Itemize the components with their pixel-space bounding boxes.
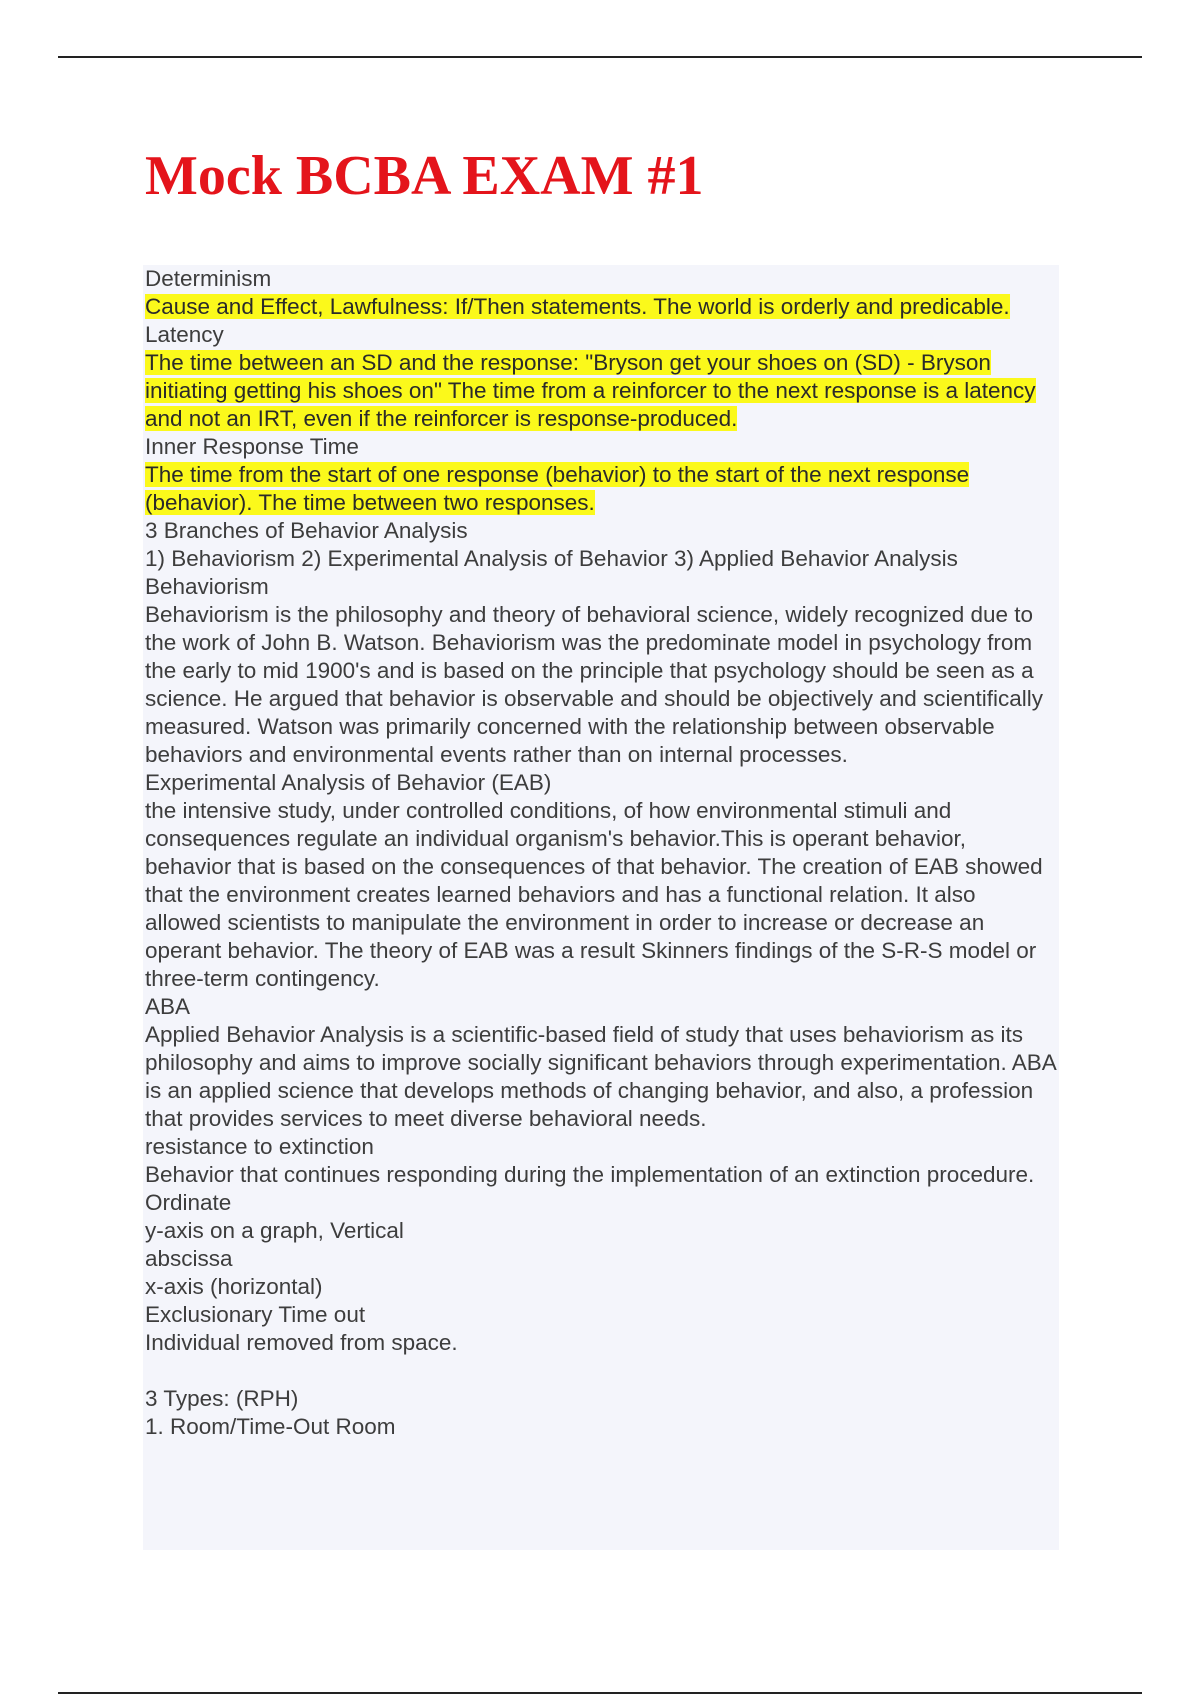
definition: the intensive study, under controlled conditions, of how environmental stimuli and consequences regulate an individual organism's behavior.This is operant behavior, behavior that is based on the consequences of that behavior. The creation of EAB showed that the environment creates learned behaviors and has a functional relation. It also allowed scientists to manipulate the environment in order to increase or decrease an operant behavior. The theory of EAB was a result Skinners findings of the S-R-S model or three-term contingency.	[145, 798, 1043, 991]
blank-line	[145, 1357, 1057, 1385]
definition: y-axis on a graph, Vertical	[145, 1218, 404, 1243]
term: ABA	[145, 994, 191, 1019]
definition: Behavior that continues responding during the implementation of an extinction procedure.	[145, 1162, 1035, 1187]
entry-latency	[145, 321, 1057, 433]
flashcard-content	[143, 265, 1059, 1550]
entry-exclusionary-time-out	[145, 1301, 1057, 1441]
term: Inner Response Time	[145, 434, 359, 459]
definition-line: Individual removed from space.	[145, 1330, 458, 1355]
entry-resistance-to-extinction	[145, 1133, 1057, 1189]
highlighted-definition-text: Cause and Effect, Lawfulness: If/Then statements. The world is orderly and predicable.	[145, 294, 1010, 319]
definition	[145, 349, 1057, 433]
entry-aba	[145, 993, 1057, 1133]
entry-ordinate	[145, 1189, 1057, 1245]
definition: x-axis (horizontal)	[145, 1274, 323, 1299]
term: resistance to extinction	[145, 1134, 374, 1159]
entry-3-branches	[145, 517, 1057, 573]
definition-line: 1. Room/Time-Out Room	[145, 1414, 396, 1439]
highlighted-definition-text: The time between an SD and the response: "Bryson get your shoes on (SD) - Bryson initiating getting his shoes on" The time from a reinforcer to the next response is a latency and not an IRT, even if the reinforcer is response-produced.	[145, 350, 1036, 431]
document-title: Mock BCBA EXAM #1	[145, 145, 704, 207]
entry-inner-response-time	[145, 433, 1057, 517]
term: Latency	[145, 322, 224, 347]
bottom-rule	[58, 1692, 1142, 1694]
top-rule	[58, 56, 1142, 58]
entry-eab	[145, 769, 1057, 993]
term: Exclusionary Time out	[145, 1302, 366, 1327]
term: Behaviorism	[145, 574, 269, 599]
entry-determinism	[145, 265, 1057, 321]
entry-abscissa	[145, 1245, 1057, 1301]
term: abscissa	[145, 1246, 233, 1271]
definition	[145, 461, 1057, 517]
definition: Applied Behavior Analysis is a scientific-based field of study that uses behaviorism as its philosophy and aims to improve socially significant behaviors through experimentation. ABA is an applied science that develops methods of changing behavior, and also, a profession that provides services to meet diverse behavioral needs.	[145, 1022, 1056, 1131]
term: Ordinate	[145, 1190, 232, 1215]
term: Determinism	[145, 266, 272, 291]
term: 3 Branches of Behavior Analysis	[145, 518, 468, 543]
entry-behaviorism	[145, 573, 1057, 769]
definition: Behaviorism is the philosophy and theory of behavioral science, widely recognized due to the work of John B. Watson. Behaviorism was the predominate model in psychology from the early to mid 1900's and is based on the principle that psychology should be seen as a science. He argued that behavior is observable and should be objectively and scientifically measured. Watson was primarily concerned with the relationship between observable behaviors and environmental events rather than on internal processes.	[145, 602, 1044, 767]
term: Experimental Analysis of Behavior (EAB)	[145, 770, 552, 795]
highlighted-definition-text: The time from the start of one response (behavior) to the start of the next response (behavior). The time between two responses.	[145, 462, 970, 515]
definition: 1) Behaviorism 2) Experimental Analysis of Behavior 3) Applied Behavior Analysis	[145, 546, 958, 571]
definition-line: 3 Types: (RPH)	[145, 1386, 299, 1411]
definition	[145, 293, 1057, 321]
